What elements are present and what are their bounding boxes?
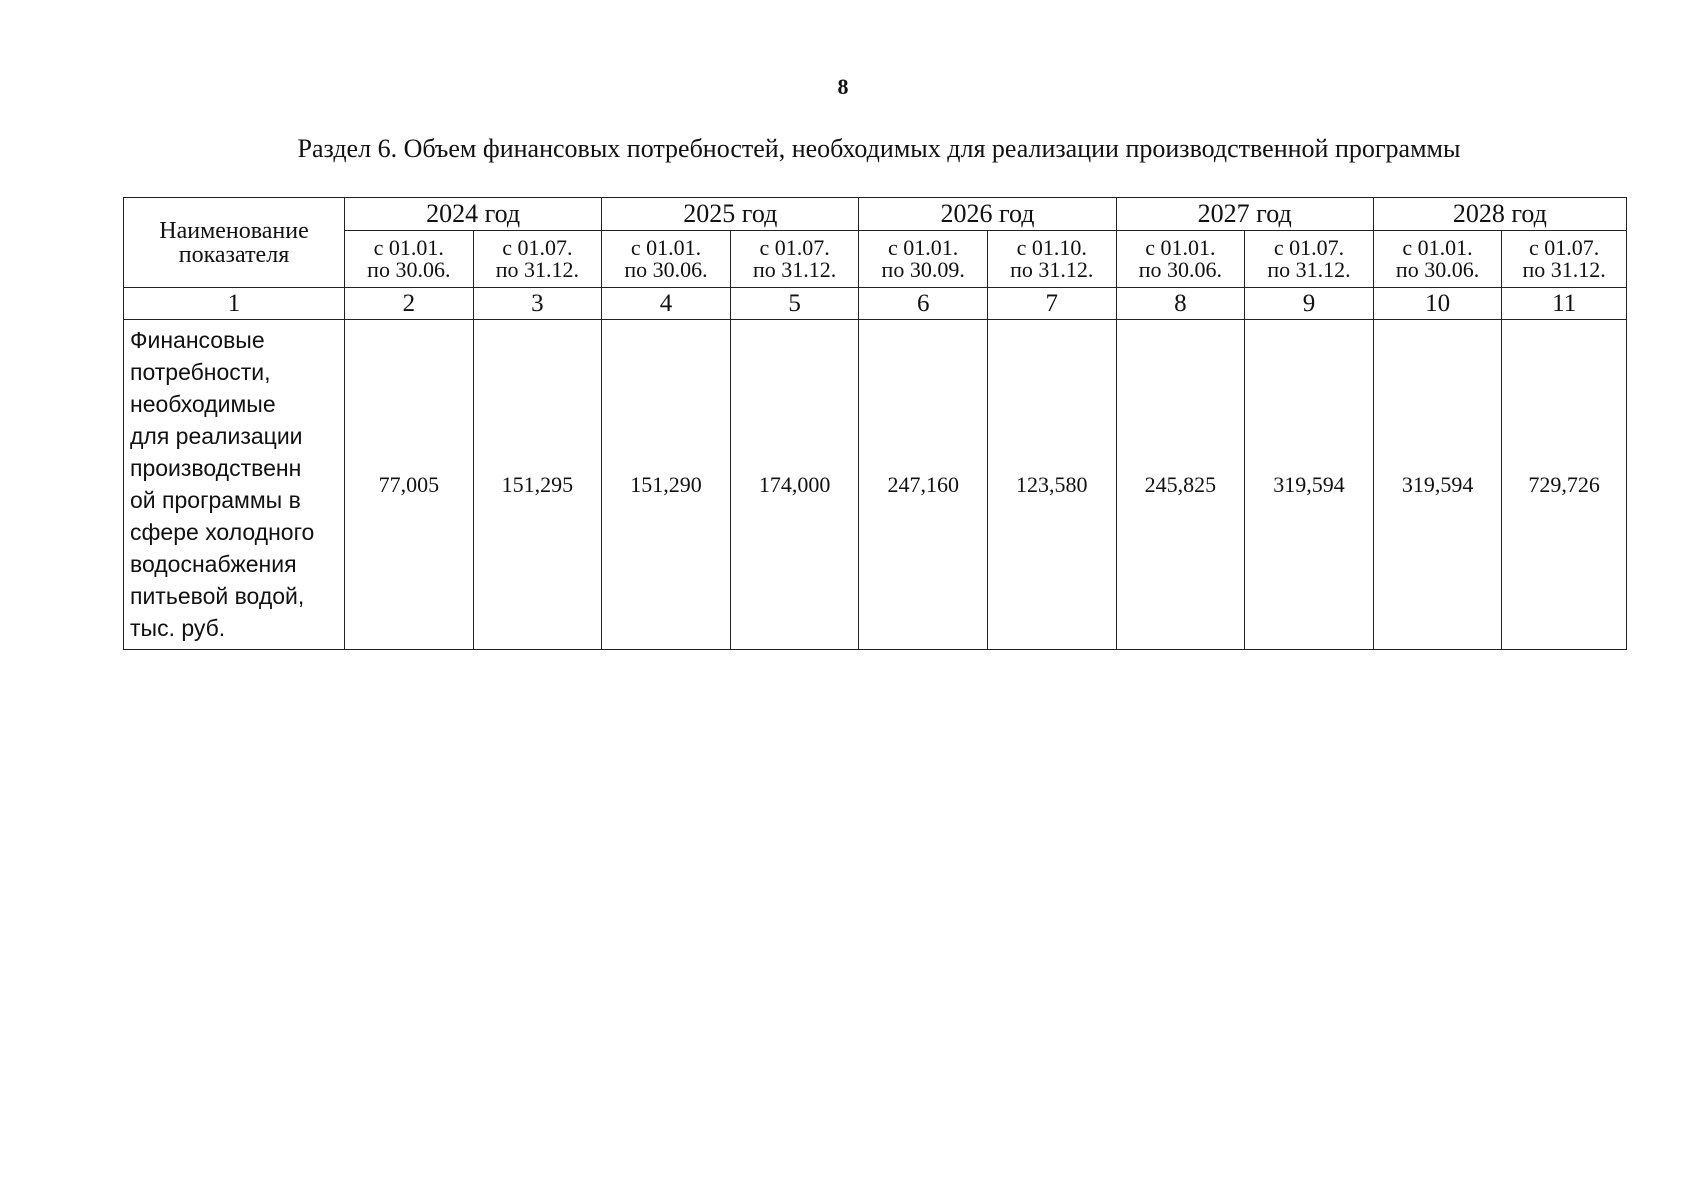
period-header	[1245, 231, 1374, 288]
period-header	[987, 231, 1116, 288]
value-cell: 174,000	[730, 320, 859, 650]
row-label-line: потребности,	[130, 359, 271, 385]
period-header-row	[124, 231, 1627, 288]
column-number: 4	[602, 288, 731, 320]
year-header: 2025 год	[602, 198, 859, 231]
period-to: по 31.12.	[1267, 257, 1351, 282]
period-header	[859, 231, 988, 288]
value-cell: 123,580	[987, 320, 1116, 650]
value-cell: 319,594	[1245, 320, 1374, 650]
row-label-line: ой программы в	[130, 487, 301, 513]
row-label-line: сфере холодного	[130, 519, 315, 545]
period-to: по 31.12.	[752, 257, 837, 282]
period-from: с 01.01.	[630, 235, 702, 260]
period-header	[1373, 231, 1502, 288]
year-header: 2024 год	[345, 198, 602, 231]
period-header	[1116, 231, 1245, 288]
column-number: 3	[473, 288, 602, 320]
period-header	[473, 231, 602, 288]
period-to: по 30.06.	[1395, 257, 1480, 282]
row-label-line: Финансовые	[130, 327, 265, 353]
value-cell: 245,825	[1116, 320, 1245, 650]
period-from: с 01.07.	[1273, 235, 1345, 260]
column-number: 11	[1502, 288, 1627, 320]
period-header	[602, 231, 731, 288]
column-number: 6	[859, 288, 988, 320]
column-number: 1	[124, 288, 345, 320]
value-cell: 77,005	[345, 320, 474, 650]
section-title: Раздел 6. Объем финансовых потребностей, необходимых для реализации производственной программы	[297, 134, 1461, 163]
value-cell: 151,295	[473, 320, 602, 650]
period-to: по 30.09.	[881, 257, 965, 282]
period-header	[345, 231, 474, 288]
period-to: по 31.12.	[1522, 257, 1606, 282]
period-header	[730, 231, 859, 288]
period-from: с 01.01.	[373, 235, 444, 260]
column-number: 10	[1373, 288, 1502, 320]
row-label-line: водоснабжения	[130, 551, 297, 577]
period-to: по 30.06.	[367, 257, 451, 282]
row-label-line: производственн	[130, 455, 302, 481]
period-to: по 30.06.	[624, 257, 708, 282]
year-header-row	[124, 198, 1627, 231]
period-from: с 01.01.	[1402, 235, 1473, 260]
row-label-line: необходимые	[130, 391, 276, 417]
period-from: с 01.10.	[1016, 235, 1087, 260]
column-number: 5	[730, 288, 859, 320]
column-number: 8	[1116, 288, 1245, 320]
year-header: 2028 год	[1373, 198, 1626, 231]
table-row	[124, 320, 1627, 650]
period-header	[1502, 231, 1627, 288]
financial-needs-table	[123, 197, 1627, 650]
period-to: по 31.12.	[495, 257, 580, 282]
name-column-header: Наименование показателя	[124, 198, 345, 288]
value-cell: 247,160	[859, 320, 988, 650]
column-number: 9	[1245, 288, 1374, 320]
period-from: с 01.01.	[888, 235, 959, 260]
row-label-line: питьевой водой,	[130, 583, 305, 609]
value-cell: 319,594	[1373, 320, 1502, 650]
year-header: 2026 год	[859, 198, 1116, 231]
row-label-line: для реализации	[130, 423, 303, 449]
value-cell: 151,290	[602, 320, 731, 650]
page-number: 8	[837, 74, 849, 99]
row-label	[124, 320, 345, 650]
period-from: с 01.01.	[1145, 235, 1216, 260]
value-cell: 729,726	[1502, 320, 1627, 650]
period-to: по 31.12.	[1010, 257, 1094, 282]
column-number: 2	[345, 288, 474, 320]
column-number-row	[124, 288, 1627, 320]
year-header: 2027 год	[1116, 198, 1373, 231]
period-from: с 01.07.	[1529, 235, 1600, 260]
period-from: с 01.07.	[759, 235, 830, 260]
column-number: 7	[987, 288, 1116, 320]
period-to: по 30.06.	[1138, 257, 1223, 282]
period-from: с 01.07.	[502, 235, 573, 260]
row-label-line: тыс. руб.	[130, 615, 226, 641]
